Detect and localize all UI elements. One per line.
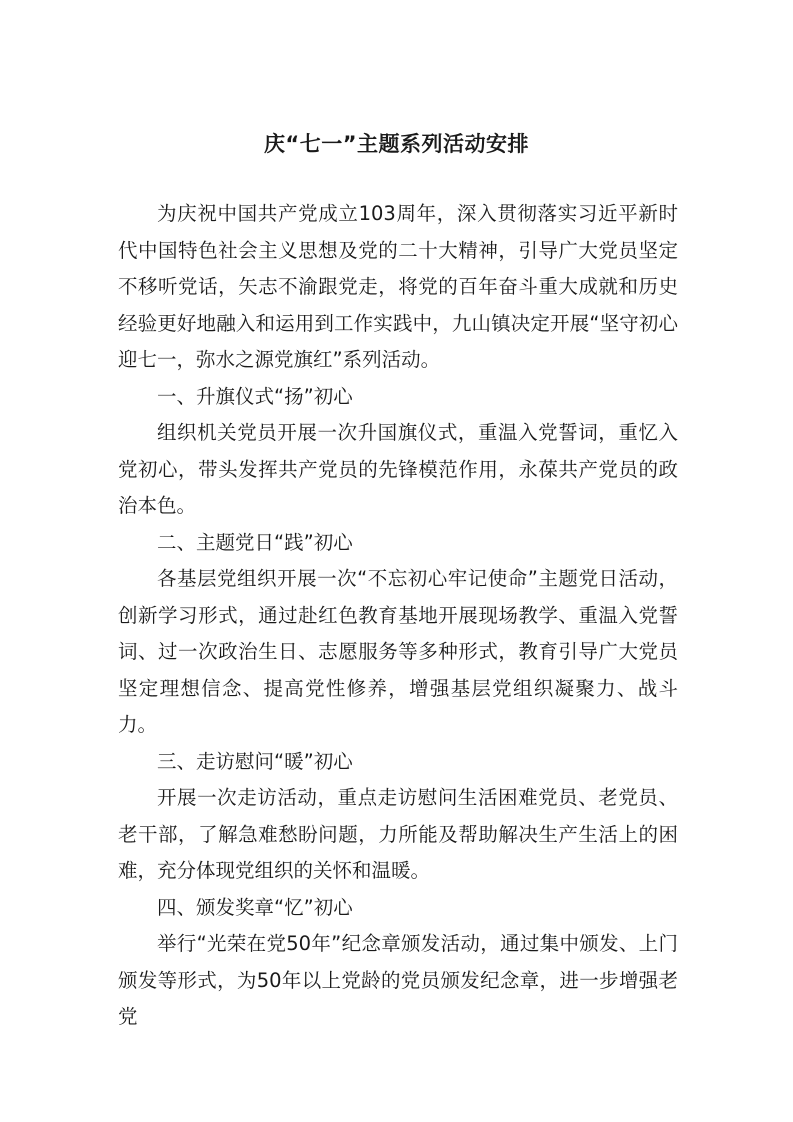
section-paragraph-1: 组织机关党员开展一次升国旗仪式，重温入党誓词，重忆入党初心，带头发挥共产党员的先锋模范作用，永葆共产党员的政治本色。 xyxy=(118,421,678,517)
intro-paragraph: 为庆祝中国共产党成立103周年，深入贯彻落实习近平新时代中国特色社会主义思想及党的二十大精神，引导广大党员坚定不移听党话，矢志不渝跟党走，将党的百年奋斗重大成就和历史经验更好地融入和运用到工作实践中，九山镇决定开展“坚守初心迎七一，弥水之源党旗红”系列活动。 xyxy=(118,202,678,371)
section-paragraph-4: 举行“光荣在党50年”纪念章颁发活动，通过集中颁发、上门颁发等形式，为50年以上党龄的党员颁发纪念章，进一步增强老党 xyxy=(118,932,678,1028)
section-heading-1: 一、升旗仪式“扬”初心 xyxy=(157,384,353,408)
section-heading-2: 二、主题党日“践”初心 xyxy=(157,530,353,554)
section-paragraph-2: 各基层党组织开展一次“不忘初心牢记使命”主题党日活动，创新学习形式，通过赴红色教育基地开展现场教学、重温入党誓词、过一次政治生日、志愿服务等多种形式，教育引导广大党员坚定理想信念、提高党性修养，增强基层党组织凝聚力、战斗力。 xyxy=(118,567,678,736)
section-heading-4: 四、颁发奖章“忆”初心 xyxy=(157,895,353,919)
section-heading-3: 三、走访慰问“暖”初心 xyxy=(157,749,353,773)
document-title: 庆“七一”主题系列活动安排 xyxy=(263,132,530,156)
section-paragraph-3: 开展一次走访活动，重点走访慰问生活困难党员、老党员、老干部，了解急难愁盼问题，力所能及帮助解决生产生活上的困难，充分体现党组织的关怀和温暖。 xyxy=(118,786,678,882)
document-body xyxy=(118,196,678,1036)
